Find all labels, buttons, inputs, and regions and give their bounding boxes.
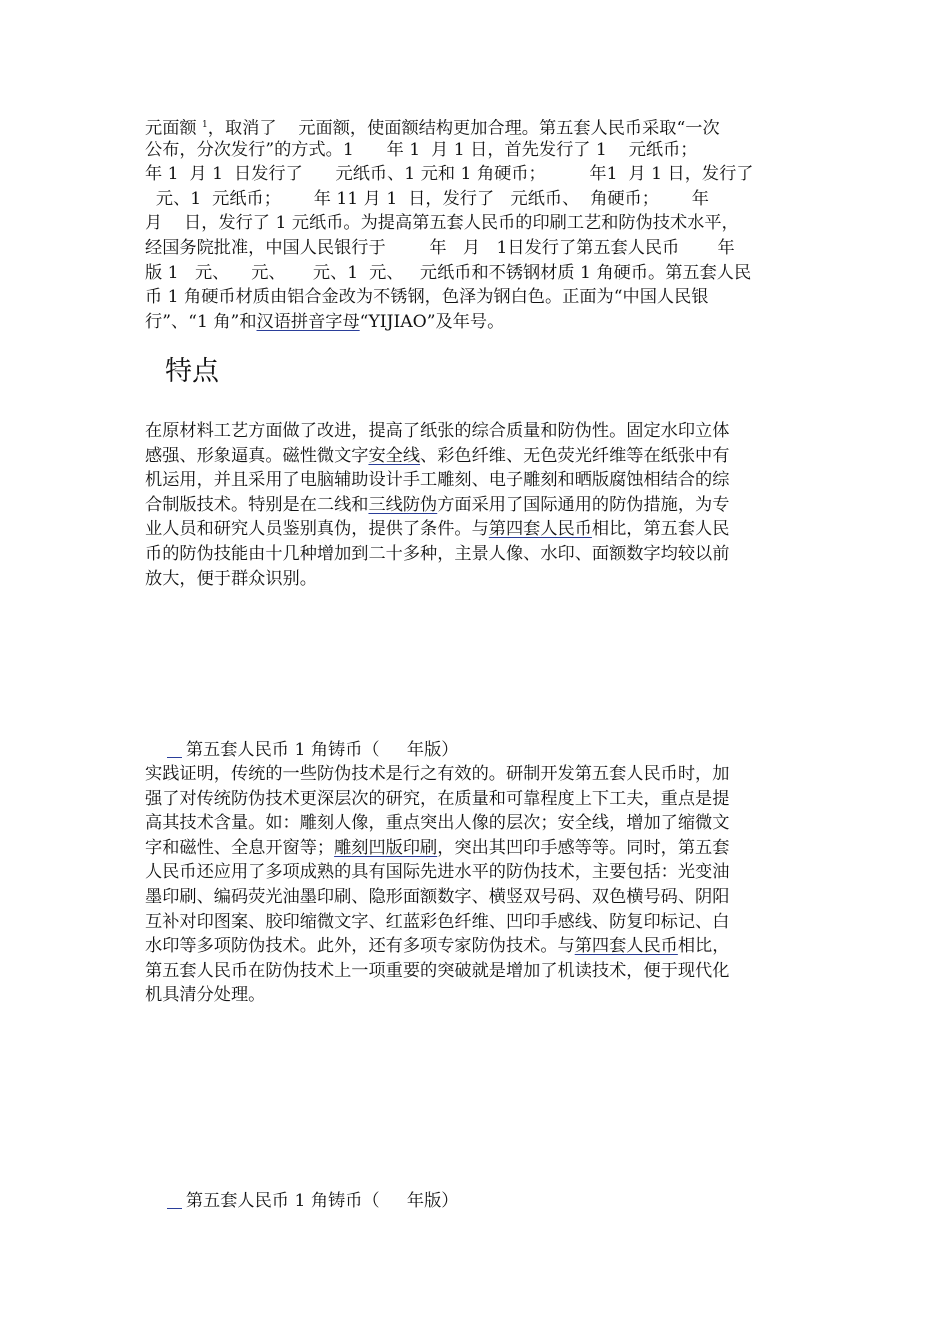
text-line: 元面额 $^1$，取消了 元面额，使面额结构更加合理。第五套人民币采取“一次 <box>145 118 720 138</box>
text-line: 互补对印图案、胶印缩微文字、红蓝彩色纤维、凹印手感线、防复印标记、白 <box>145 911 730 932</box>
hyperlink[interactable]: 汉语拼音字母 <box>256 311 360 332</box>
coin-caption-2 <box>145 1165 458 1237</box>
hyperlink[interactable]: 第四套人民币 <box>574 936 678 957</box>
text-line: 字和磁性、全息开窗等；雕刻凹版印刷，突出其凹印手感等等。同时，第五套 <box>145 837 730 858</box>
caption-text: 第五套人民币 1 角铸币（ 年版） <box>185 1191 459 1211</box>
section-heading: 特点 <box>165 356 219 387</box>
hyperlink[interactable]: 第四套人民币 <box>488 519 592 540</box>
image-placeholder-link[interactable] <box>167 1191 182 1209</box>
text-line: 币的防伪技能由十几种增加到二十多种，主景人像、水印、面额数字均较以前 <box>145 543 730 564</box>
hyperlink[interactable]: 三线防伪 <box>368 494 438 515</box>
intro-paragraph <box>145 113 810 334</box>
text-line: 年 1 月 1 日发行了 元纸币、1 元和 1 角硬币； 年1 月 1 日，发行了 <box>145 164 754 185</box>
text-line: 高其技术含量。如：雕刻人像，重点突出人像的层次；安全线，增加了缩微文 <box>145 813 730 834</box>
text-line: 第五套人民币在防伪技术上一项重要的突破就是增加了机读技术，便于现代化 <box>145 960 730 981</box>
text-line: 经国务院批准，中国人民银行于 年 月 1日发行了第五套人民币 年 <box>145 237 735 258</box>
text-line: 币 1 角硬币材质由铝合金改为不锈钢，色泽为钢白色。正面为“中国人民银 <box>145 287 709 308</box>
text-line: 在原材料工艺方面做了改进，提高了纸张的综合质量和防伪性。固定水印立体 <box>145 421 730 441</box>
hyperlink[interactable]: 安全线 <box>368 445 421 466</box>
text-line: 实践证明，传统的一些防伪技术是行之有效的。研制开发第五套人民币时，加 <box>145 764 730 784</box>
image-placeholder-link[interactable] <box>167 740 182 758</box>
text-line: 感强、形象逼真。磁性微文字安全线、彩色纤维、无色荧光纤维等在纸张中有 <box>145 445 730 466</box>
practice-paragraph <box>145 762 810 1008</box>
text-line: 机具清分处理。 <box>145 985 266 1006</box>
features-paragraph <box>145 419 810 591</box>
text-line: 公布，分次发行”的方式。1 年 1 月 1 日，首先发行了 1 元纸币； <box>145 139 698 160</box>
text-line: 元、1 元纸币； 年 11 月 1 日，发行了 元纸币、 角硬币； 年 <box>145 188 709 209</box>
text-line: 墨印刷、编码荧光油墨印刷、隐形面额数字、横竖双号码、双色横号码、阴阳 <box>145 886 730 907</box>
text-line: 人民币还应用了多项成熟的具有国际先进水平的防伪技术，主要包括：光变油 <box>145 862 730 883</box>
text-line: 放大，便于群众识别。 <box>145 568 317 589</box>
text-line: 强了对传统防伪技术更深层次的研究，在质量和可靠程度上下工夫，重点是提 <box>145 788 730 809</box>
text-line: 机运用，并且采用了电脑辅助设计手工雕刻、电子雕刻和晒版腐蚀相结合的综 <box>145 470 730 491</box>
footnote-marker: 1 <box>202 120 208 130</box>
text-line: 水印等多项防伪技术。此外，还有多项专家防伪技术。与第四套人民币相比， <box>145 936 730 957</box>
text-line: 版 1 元、 元、 元、1 元、 元纸币和不锈钢材质 1 角硬币。第五套人民 <box>145 262 752 283</box>
hyperlink[interactable]: 雕刻凹版印刷 <box>334 837 438 858</box>
text-line: 合制版技术。特别是在二线和三线防伪方面采用了国际通用的防伪措施，为专 <box>145 494 730 515</box>
text-line: 行”、“1 角”和汉语拼音字母“YIJIAO”及年号。 <box>145 311 505 332</box>
text-line: 业人员和研究人员鉴别真伪，提供了条件。与第四套人民币相比，第五套人民 <box>145 519 730 540</box>
caption-text: 第五套人民币 1 角铸币（ 年版） <box>185 740 459 760</box>
text-line: 月 日，发行了 1 元纸币。为提高第五套人民币的印刷工艺和防伪技术水平， <box>145 213 739 234</box>
